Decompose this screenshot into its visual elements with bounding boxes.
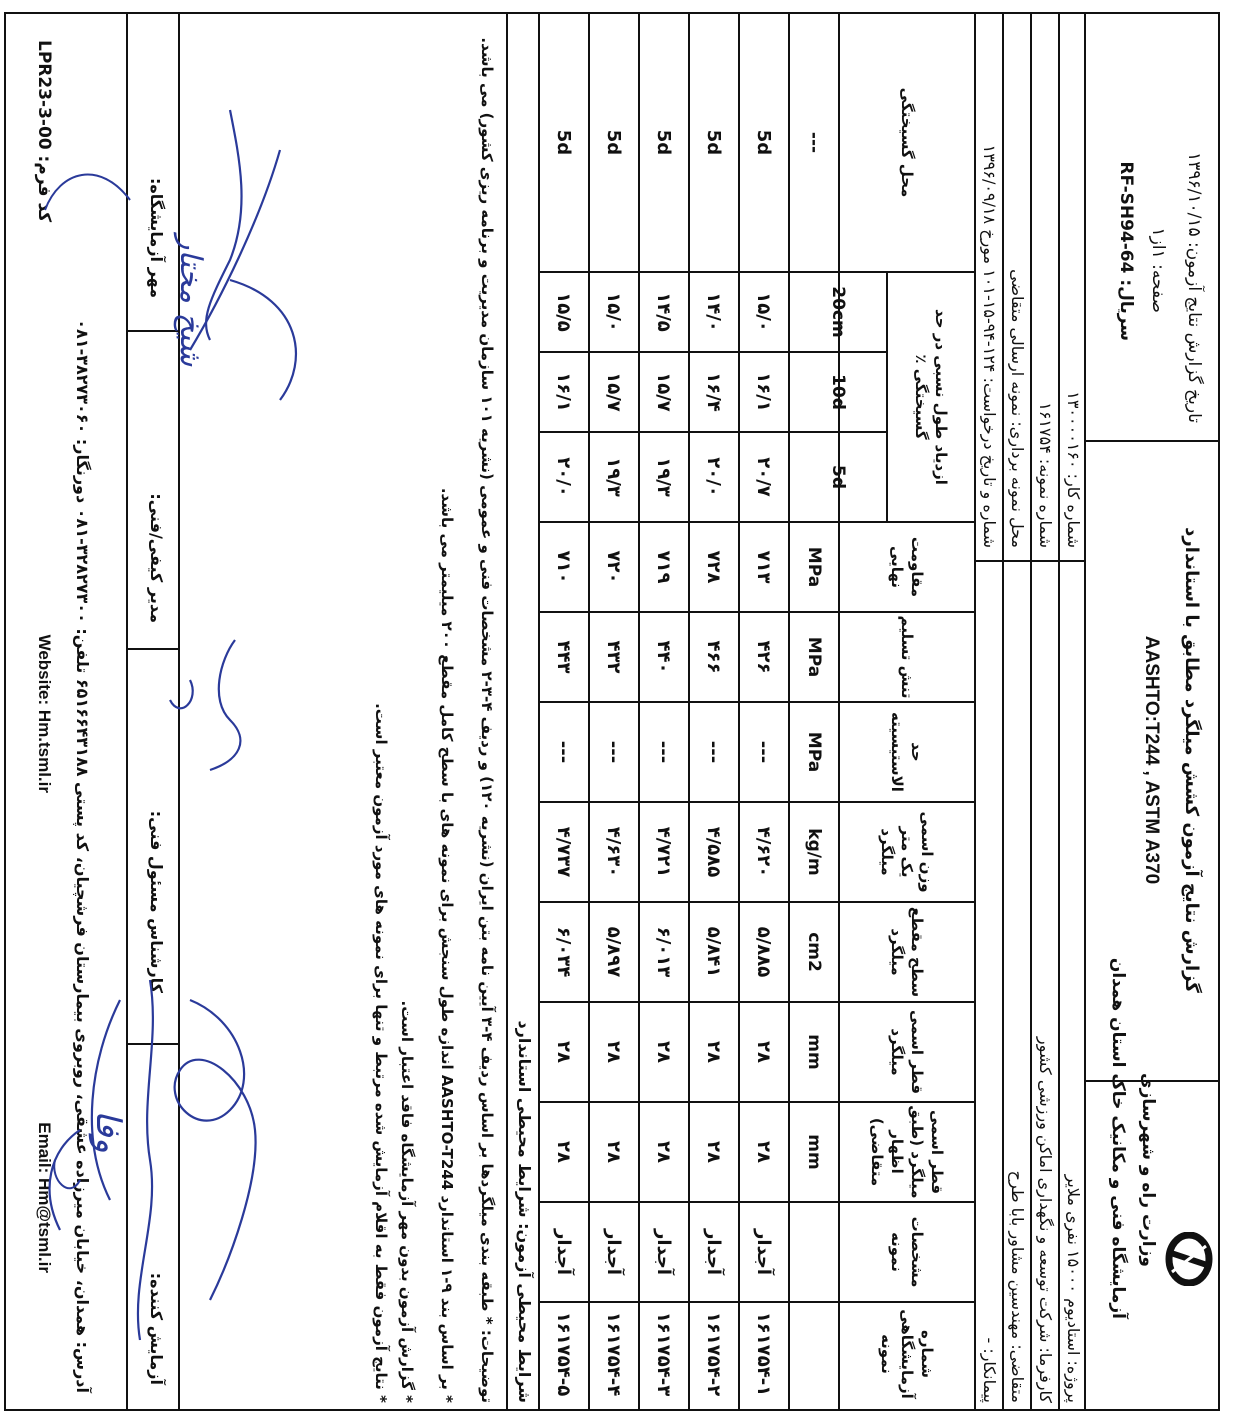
cell-elong-10d: ۱۵/۷ xyxy=(603,372,625,412)
cell-area: ۵/۸۸۵ xyxy=(753,926,775,978)
cell-elong-20cm: ۱۵/۰ xyxy=(753,292,775,332)
tester-label: آزمایش کننده: xyxy=(147,1272,166,1385)
cell-sample-no: ۱۶۱۷۵۴-۲ xyxy=(703,1311,725,1397)
contractor: پیمانکار: - xyxy=(980,1337,999,1403)
cell-diam-nominal: ۲۸ xyxy=(603,1041,625,1063)
cell-elong-20cm: ۱۴/۵ xyxy=(653,292,675,332)
header-ultimate: مقاومت نهایی xyxy=(888,536,927,598)
cell-proof: --- xyxy=(603,740,625,764)
environment-conditions: شرایط محیطی آزمون: شرایط محیطی استاندارد xyxy=(515,1020,534,1403)
note-classification: توضیحات: * طبقه بندی میلگردها بر اساس ردیف ۴-۳ آیین نامه بتن ایران (نشریه ۱۲۰) و ردیف ۴-۳-۲ مشخصات فنی و عمومی (نشریه ۱۰۱ سازمان مدیریت و برنامه ریزی کشور) می باشد. xyxy=(478,37,496,1403)
lab-stamp-label: مهر آزمایشگاه: xyxy=(147,177,166,298)
note-results-validity: * نتایج آزمون فقط به اقلام آزمایش شده مرتبط و تنها برای نمونه های مورد آزمون معتبر است. xyxy=(372,703,390,1403)
header-proof: حد الاستیسیته xyxy=(888,712,927,792)
cell-area: ۵/۸۹۷ xyxy=(603,926,625,978)
cell-diam-declared: ۲۸ xyxy=(753,1141,775,1163)
cell-spec: آجدار xyxy=(703,1228,725,1276)
sampling-location: محل نمونه برداری: نمونه ارسالی متقاضی xyxy=(1008,269,1027,548)
unit-area: cm2 xyxy=(804,932,824,972)
header-fracture: محل گسیختگی xyxy=(898,87,917,198)
lab-address: آدرس: همدان، خیابان میرزاده عشقی، روبروی بیمارستان فرشچیان، کد پستی ۶۵۱۶۶۴۳۱۸۸ تلفن: ۳۲۸۲۷۳۰۰-۰۸۱ دورنگار: ۳۸۲۷۳۰۶۰-۰۸۱ xyxy=(73,319,92,1393)
report-title: گزارش نتایج آزمون کشش میلگرد مطابق با استاندارد xyxy=(1181,527,1202,993)
header-spec: مشخصات نمونه xyxy=(888,1216,927,1288)
cell-diam-declared: ۲۸ xyxy=(603,1141,625,1163)
unit-yield: MPa xyxy=(804,636,824,678)
cell-ultimate: ۷۲۰ xyxy=(603,550,625,584)
header-yield: تنش تسلیم xyxy=(898,615,917,699)
cell-yield: ۴۴۳ xyxy=(553,640,575,674)
applicant: متقاضی: مهندسین مشاور بابا طرح xyxy=(1008,1170,1027,1403)
header-weight: وزن اسمی یک متر میلگرد xyxy=(877,811,937,893)
cell-yield: ۴۳۲ xyxy=(603,640,625,674)
cell-fracture: 5d xyxy=(553,129,575,156)
cell-proof: --- xyxy=(653,740,675,764)
header-elongation: ازدیاد طول نسبی در حد گسیختگی ٪ xyxy=(912,309,951,485)
note-gauge-length: * بر اساس بند ۹-۱ استاندارد AASHTO-T244 اندازه طول سنجش برای نمونه های با سطح کامل مقطع ۲۰۰ میلیمتر می باشد. xyxy=(438,487,456,1403)
cell-diam-declared: ۲۸ xyxy=(653,1141,675,1163)
cell-elong-20cm: ۱۵/۵ xyxy=(553,292,575,332)
cell-yield: ۴۲۶ xyxy=(753,640,775,674)
unit-5d: 5d xyxy=(828,465,848,489)
cell-elong-5d: ۱۹/۳ xyxy=(603,457,625,497)
cell-ultimate: ۷۱۹ xyxy=(653,550,675,584)
cell-sample-no: ۱۶۱۷۵۴-۳ xyxy=(653,1311,675,1397)
cell-sample-no: ۱۶۱۷۵۴-۱ xyxy=(753,1311,775,1397)
cell-fracture: 5d xyxy=(753,129,775,156)
cell-proof: --- xyxy=(703,740,725,764)
form-code-text: کد فرم: LPR23-3-00 xyxy=(34,40,54,223)
quality-manager-label: مدیر کیفی/فنی: xyxy=(147,493,166,623)
cell-elong-5d: ۲۰/۷ xyxy=(753,457,775,497)
cell-fracture: 5d xyxy=(703,129,725,156)
employer: کارفرما: شرکت توسعه و نگهداری اماکن ورزشی کشور xyxy=(1036,1036,1055,1403)
cell-proof: --- xyxy=(753,740,775,764)
lab-website: Website: Hm.tsml.ir xyxy=(35,634,54,793)
header-area: سطح مقطع میلگرد xyxy=(888,906,927,998)
cell-elong-10d: ۱۶/۴ xyxy=(703,372,725,412)
cell-elong-20cm: ۱۵/۰ xyxy=(603,292,625,332)
cell-spec: آجدار xyxy=(753,1228,775,1276)
unit-fracture: --- xyxy=(804,131,824,154)
cell-weight: ۴/۶۲۰ xyxy=(753,826,775,878)
cell-weight: ۴/۵۸۵ xyxy=(703,826,725,878)
report-date: تاریخ گزارش نتایج آزمون: ۱۳۹۶/۱۰/۱۵ xyxy=(1184,152,1204,423)
cell-proof: --- xyxy=(553,740,575,764)
standards: AASHTO:T244 , ASTM A370 xyxy=(1141,635,1162,885)
cell-spec: آجدار xyxy=(653,1228,675,1276)
cell-diam-declared: ۲۸ xyxy=(553,1141,575,1163)
cell-diam-nominal: ۲۸ xyxy=(653,1041,675,1063)
cell-fracture: 5d xyxy=(653,129,675,156)
header-diam-nominal: قطر اسمی میلگرد xyxy=(888,1009,927,1095)
cell-sample-no: ۱۶۱۷۵۴-۴ xyxy=(603,1311,625,1397)
unit-weight: kg/m xyxy=(804,828,824,876)
cell-elong-10d: ۱۵/۷ xyxy=(653,372,675,412)
cell-elong-5d: ۲۰/۰ xyxy=(553,457,575,497)
unit-diam-nominal: mm xyxy=(804,1034,824,1070)
cell-weight: ۴/۶۳۰ xyxy=(603,826,625,878)
note-stamp-validity: * گزارش آزمون بدون مهر آزمایشگاه فاقد اعتبار است. xyxy=(398,1000,416,1403)
cell-yield: ۴۶۶ xyxy=(703,640,725,674)
technical-expert-label: کارشناس مسئول فنی: xyxy=(147,810,166,993)
cell-area: ۶/۰۱۳ xyxy=(653,926,675,978)
header-sample-no: شماره آزمایشگاهی نمونه xyxy=(877,1309,937,1399)
cell-elong-20cm: ۱۴/۰ xyxy=(703,292,725,332)
cell-diam-nominal: ۲۸ xyxy=(753,1041,775,1063)
unit-diam-declared: mm xyxy=(804,1134,824,1170)
handwritten-signature-2: شیخ مختار xyxy=(173,235,208,367)
cell-ultimate: ۷۲۸ xyxy=(703,550,725,584)
ministry-name: وزارت راه و شهرسازی xyxy=(1138,1072,1158,1267)
unit-20cm: 20cm xyxy=(828,286,848,338)
cell-ultimate: ۷۱۰ xyxy=(553,550,575,584)
unit-10d: 10d xyxy=(828,374,848,410)
lab-email: Email: Hm@tsml.ir xyxy=(35,1122,54,1273)
cell-yield: ۴۴۰ xyxy=(653,640,675,674)
cell-elong-5d: ۲۰/۰ xyxy=(703,457,725,497)
header-diam-declared: قطر اسمی میلگرد (طبق اظهار متقاضی) xyxy=(867,1105,947,1199)
cell-elong-5d: ۱۹/۳ xyxy=(653,457,675,497)
unit-proof: MPa xyxy=(804,731,824,773)
sample-number: شماره نمونه: ۱۶۱۷۵۴ xyxy=(1036,402,1055,548)
cell-diam-declared: ۲۸ xyxy=(703,1141,725,1163)
unit-ultimate: MPa xyxy=(804,546,824,588)
cell-elong-10d: ۱۶/۱ xyxy=(753,372,775,412)
cell-area: ۵/۸۴۱ xyxy=(703,926,725,978)
cell-diam-nominal: ۲۸ xyxy=(553,1041,575,1063)
cell-spec: آجدار xyxy=(603,1228,625,1276)
handwritten-signature-1: وفا xyxy=(88,1110,128,1154)
cell-diam-nominal: ۲۸ xyxy=(703,1041,725,1063)
job-number: شماره کار: ۱۳۰۰۰۰۱۶۰ xyxy=(1064,391,1083,548)
cell-spec: آجدار xyxy=(553,1228,575,1276)
serial-text: سریال: RF-SH94-64 xyxy=(1116,161,1136,341)
cell-ultimate: ۷۱۳ xyxy=(753,550,775,584)
lab-name: آزمایشگاه فنی و مکانیک خاک استان همدان xyxy=(1108,957,1128,1319)
cell-weight: ۴/۷۳۷ xyxy=(553,826,575,878)
request-info: شماره و تاریخ درخواست: ۱۲۴-۹۴-۱۵-۱۰۱ مورخ ۱۳۹۶/۰۹/۱۸ xyxy=(980,144,999,548)
cell-weight: ۴/۷۲۱ xyxy=(653,826,675,878)
cell-area: ۶/۰۳۴ xyxy=(553,926,575,978)
cell-sample-no: ۱۶۱۷۵۴-۵ xyxy=(553,1311,575,1397)
cell-elong-10d: ۱۶/۱ xyxy=(553,372,575,412)
project-name: پروژه: استادیوم ۱۵۰۰۰ نفری ملایر xyxy=(1064,1174,1083,1403)
cell-fracture: 5d xyxy=(603,129,625,156)
page-number: صفحه: ۱از۱ xyxy=(1148,227,1168,313)
